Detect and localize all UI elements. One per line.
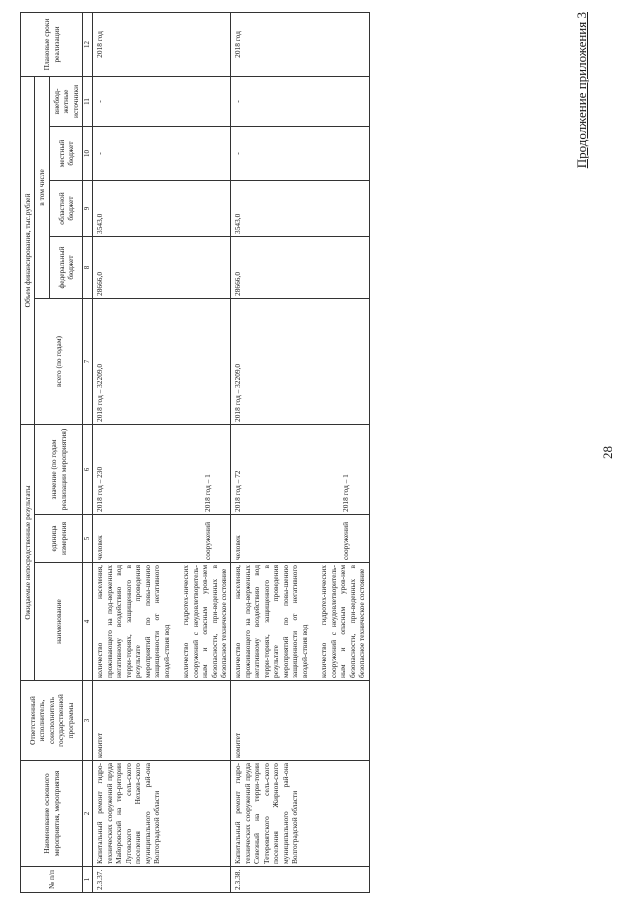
header-num: № п/п xyxy=(21,867,83,893)
result-1-name: количество населения, проживающего на под-верженных негативному воздействию вод терри-ториях, защищенного в результате проведения мероприятий по повы-шению защищенности от негативного воздей-ствия вод xyxy=(233,565,309,678)
row-executor: комитет xyxy=(231,681,369,761)
result-2-name: количество гидротех-нических сооружений с неудовлетворитель-ным и опасным уров-нем безопасности, при-веденных в безопасное техническое состояние xyxy=(181,565,228,678)
program-table xyxy=(20,12,370,893)
continuation-label: Продолжение приложения 3 xyxy=(574,12,589,169)
index-cell: 5 xyxy=(83,515,93,563)
row-result-names xyxy=(231,563,369,681)
result-1-value: 2018 год – 230 xyxy=(95,466,105,512)
row-name-text: Капитальный ремонт гидро-технических сооружений пруда Севезный на терри-тории Тетеревятского сель-ского поселения Жирнов-ского муниципального рай-она Волгоградской области xyxy=(233,763,300,864)
result-1-name: количество населения, проживающего на под-верженных негативному воздействию вод терри-ториях, защищенного в результате проведения мероприятий по повы-шению защищенности от негативного воздей-ствия вод xyxy=(95,565,171,678)
result-1-unit: человек xyxy=(233,535,243,560)
header-name: Наименование основного мероприятия, мероприятия xyxy=(21,761,83,867)
header-local: местный бюджет xyxy=(49,127,82,181)
row-federal: 28666,0 xyxy=(93,237,231,299)
index-cell: 7 xyxy=(83,299,93,425)
header-federal: федеральный бюджет xyxy=(49,237,82,299)
header-executor: Ответственный исполнитель, соисполнитель государственной программы xyxy=(21,681,83,761)
row-executor: комитет xyxy=(93,681,231,761)
row-number: 2.3.37. xyxy=(93,867,231,893)
row-regional: 3543,0 xyxy=(93,181,231,237)
header-results-name: наименование xyxy=(35,563,83,681)
index-cell: 8 xyxy=(83,237,93,299)
index-cell: 6 xyxy=(83,425,93,515)
index-cell: 4 xyxy=(83,563,93,681)
row-term: 2018 год xyxy=(93,12,231,76)
row-offbudget: - xyxy=(93,76,231,126)
header-terms: Плановые сроки реализации xyxy=(21,12,83,76)
column-index-row xyxy=(83,12,93,892)
header-finance: Объем финансирования, тыс.рублей xyxy=(21,76,35,424)
index-cell: 3 xyxy=(83,681,93,761)
header-offbudget: внебюд-жетные источники xyxy=(49,76,82,126)
row-total: 2018 год – 32209,0 xyxy=(93,299,231,425)
index-cell: 9 xyxy=(83,181,93,237)
row-name xyxy=(231,761,369,867)
result-2-unit: сооружений xyxy=(202,521,212,560)
header-results-unit: единица измерения xyxy=(35,515,83,563)
row-number: 2.3.38. xyxy=(231,867,369,893)
row-name xyxy=(93,761,231,867)
result-2-unit: сооружений xyxy=(340,521,350,560)
result-1-unit: человек xyxy=(95,535,105,560)
index-cell: 2 xyxy=(83,761,93,867)
row-offbudget: - xyxy=(231,76,369,126)
header-results: Ожидаемые непосредственные результаты xyxy=(21,425,35,681)
table-row xyxy=(93,12,231,892)
result-1-value: 2018 год – 72 xyxy=(233,470,243,512)
result-2-name: количество гидротех-нических сооружений с неудовлетворитель-ным и опасным уров-нем безопасности, при-веденных в безопасное техническое состояние xyxy=(319,565,367,678)
row-regional: 3543,0 xyxy=(231,181,369,237)
row-result-names xyxy=(93,563,231,681)
result-2-value: 2018 год – 1 xyxy=(202,474,212,512)
header-results-value: значение (по годам реализации мероприятия) xyxy=(35,425,83,515)
row-result-values xyxy=(231,425,369,515)
row-federal: 28666,0 xyxy=(231,237,369,299)
row-name-text: Капитальный ремонт гидро-технических сооружений пруда Майоровский на тер-ритории Луговского сель-ского поселения Нехаев-ского муниципального рай-она Волгоградской области xyxy=(95,763,162,864)
row-result-units xyxy=(93,515,231,563)
index-cell: 10 xyxy=(83,127,93,181)
result-2-value: 2018 год – 1 xyxy=(340,474,350,512)
header-row-1 xyxy=(21,12,35,892)
row-total: 2018 год – 32209,0 xyxy=(231,299,369,425)
header-finance-including: в том числе xyxy=(35,76,49,298)
row-term: 2018 год xyxy=(231,12,369,76)
page-number: 28 xyxy=(600,446,615,459)
index-cell: 12 xyxy=(83,12,93,76)
row-local: - xyxy=(93,127,231,181)
table-row xyxy=(231,12,369,892)
index-cell: 11 xyxy=(83,76,93,126)
index-cell: 1 xyxy=(83,867,93,893)
row-result-units xyxy=(231,515,369,563)
row-local: - xyxy=(231,127,369,181)
header-finance-total: всего (по годам) xyxy=(35,299,83,425)
row-result-values xyxy=(93,425,231,515)
header-regional: областной бюджет xyxy=(49,181,82,237)
